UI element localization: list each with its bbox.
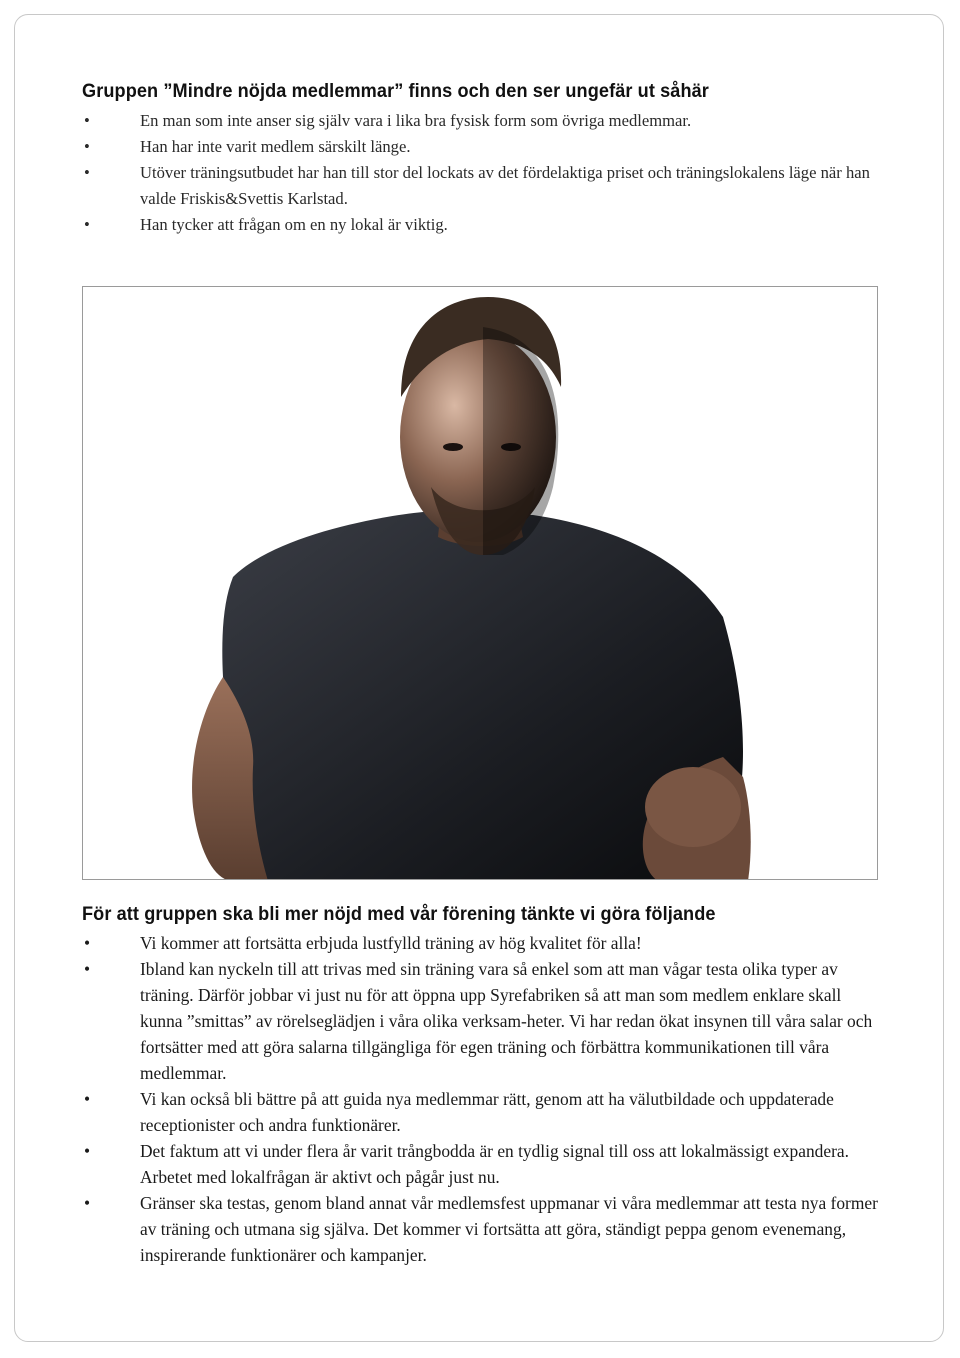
man-running-illustration [83, 287, 878, 880]
list-item [82, 1190, 882, 1268]
list-item-text: Han har inte varit medlem särskilt länge. [140, 137, 411, 156]
list-item-text: Gränser ska testas, genom bland annat vår medlemsfest uppmanar vi våra medlemmar att testa nya former av träning och utmana sig själva. Det kommer vi fortsätta att göra, ständigt peppa genom evenemang, inspirerande funktionärer och kampanjer. [140, 1193, 878, 1265]
list-item-text: Vi kan också bli bättre på att guida nya medlemmar rätt, genom att ha välutbildade och uppdaterade receptionister och andra funktionärer. [140, 1089, 834, 1135]
list-item-text: Han tycker att frågan om en ny lokal är viktig. [140, 215, 448, 234]
man-running-photo [82, 286, 878, 880]
list-item [82, 1086, 882, 1138]
bullet-icon: • [84, 163, 90, 182]
bullet-icon: • [84, 1193, 91, 1213]
list-item-text: Det faktum att vi under flera år varit trångbodda är en tydlig signal till oss att lokalmässigt expandera. Arbetet med lokalfrågan är aktivt och pågår just nu. [140, 1141, 849, 1187]
section1-heading: Gruppen ”Mindre nöjda medlemmar” finns och den ser ungefär ut såhär [82, 80, 709, 102]
bullet-icon: • [84, 137, 90, 156]
bullet-icon: • [84, 959, 91, 979]
list-item-text: Ibland kan nyckeln till att trivas med sin träning vara så enkel som att man vågar testa olika typer av träning. Därför jobbar vi just nu för att öppna upp Syrefabriken så att man som medlem enklare skall kunna ”smittas” av rörelseglädjen i våra olika verksam-heter. Vi har redan ökat insynen till våra salar och fortsätter med att göra salarna tillgängliga för egen träning och förbättra kommunikationen till våra medlemmar. [140, 959, 873, 1083]
list-item [82, 930, 882, 956]
bullet-icon: • [84, 111, 90, 130]
section2-list [82, 930, 882, 1268]
list-item [82, 134, 882, 160]
list-item [82, 956, 882, 1086]
list-item-text: Utöver träningsutbudet har han till stor del lockats av det fördelaktiga priset och träningslokalens läge när han valde Friskis&Svettis Karlstad. [140, 163, 870, 208]
list-item [82, 160, 882, 212]
list-item [82, 1138, 882, 1190]
list-item-text: En man som inte anser sig själv vara i lika bra fysisk form som övriga medlemmar. [140, 111, 692, 130]
bullet-icon: • [84, 215, 90, 234]
list-item [82, 108, 882, 134]
list-item-text: Vi kommer att fortsätta erbjuda lustfylld träning av hög kvalitet för alla! [140, 933, 642, 953]
list-item [82, 212, 882, 238]
bullet-icon: • [84, 1089, 91, 1109]
bullet-icon: • [84, 933, 91, 953]
section1-list [82, 108, 882, 238]
bullet-icon: • [84, 1141, 91, 1161]
section2-heading: För att gruppen ska bli mer nöjd med vår förening tänkte vi göra följande [82, 903, 716, 925]
